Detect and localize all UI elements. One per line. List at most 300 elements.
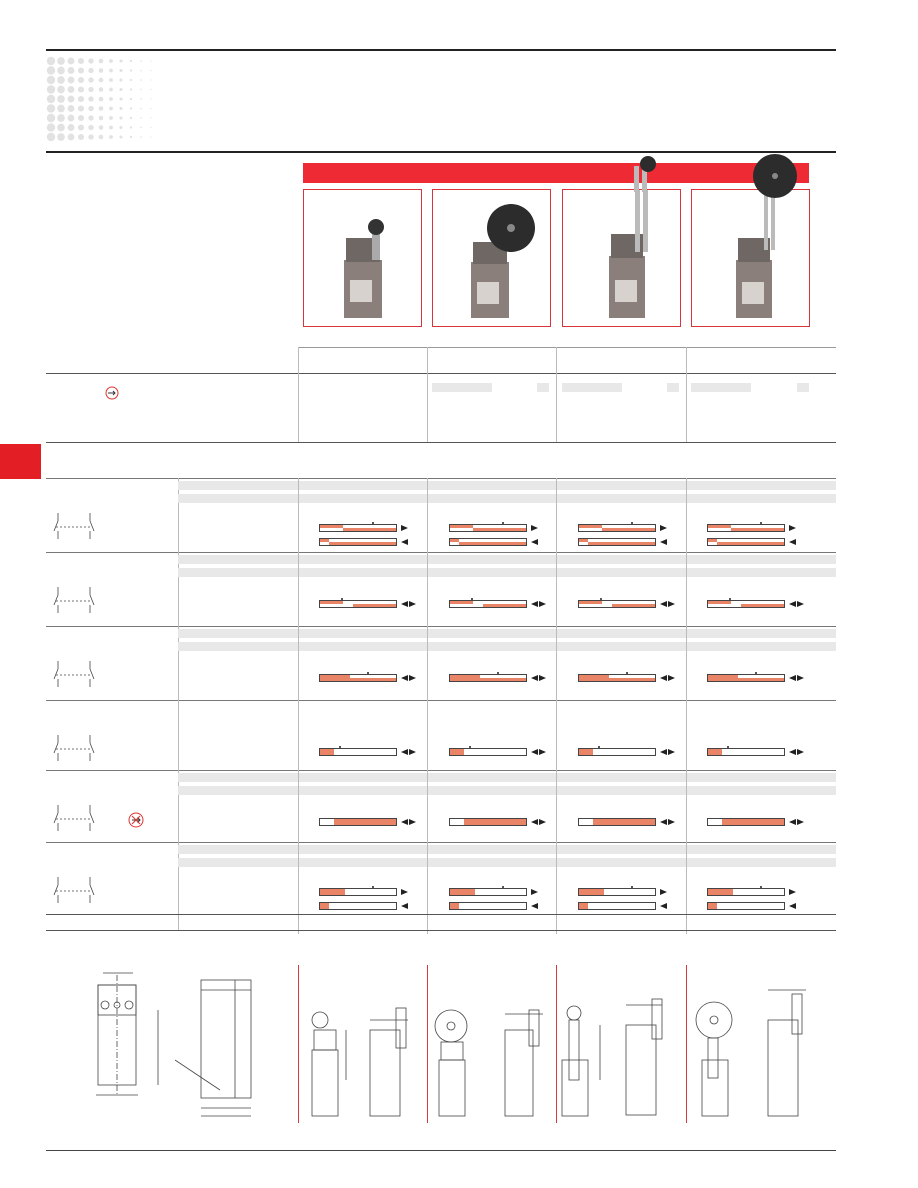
travel-bar-fill bbox=[579, 539, 588, 542]
direction-arrow-left bbox=[531, 539, 538, 545]
travel-mark bbox=[497, 672, 499, 674]
footer-rule bbox=[46, 1150, 836, 1151]
halftone-dot bbox=[140, 127, 142, 129]
row-col-divider bbox=[298, 914, 299, 934]
halftone-dot bbox=[88, 134, 93, 139]
row-col-divider bbox=[427, 770, 428, 842]
travel-bar bbox=[449, 538, 527, 546]
direction-arrow-right bbox=[660, 889, 667, 895]
spec-strip-3 bbox=[562, 383, 622, 392]
travel-mark bbox=[755, 672, 757, 674]
body-dimension-drawing-side bbox=[175, 970, 265, 1120]
halftone-dot bbox=[57, 105, 65, 113]
contact-symbol bbox=[50, 875, 100, 905]
halftone-dot bbox=[47, 104, 55, 112]
travel-bar-fill bbox=[459, 542, 526, 545]
halftone-dot bbox=[99, 87, 104, 92]
halftone-dot bbox=[130, 126, 132, 128]
product-photo-3 bbox=[562, 189, 681, 327]
halftone-dot bbox=[57, 57, 65, 65]
direction-arrow-left bbox=[789, 819, 796, 825]
travel-bar-fill bbox=[334, 819, 396, 825]
direction-arrow-right bbox=[409, 819, 416, 825]
travel-bar-fill bbox=[579, 525, 602, 528]
travel-bar-fill bbox=[450, 525, 473, 528]
halftone-dot bbox=[68, 67, 75, 74]
direction-arrow-right bbox=[401, 889, 408, 895]
halftone-dot bbox=[99, 125, 104, 130]
halftone-dot bbox=[130, 136, 132, 138]
travel-bar-fill bbox=[450, 903, 459, 909]
halftone-dot bbox=[130, 79, 132, 81]
travel-bar bbox=[707, 748, 785, 756]
halftone-dot bbox=[47, 95, 55, 103]
travel-bar-fill bbox=[596, 678, 655, 681]
halftone-dot bbox=[78, 105, 84, 111]
direction-arrow-right bbox=[539, 601, 546, 607]
halftone-dot bbox=[130, 98, 132, 100]
halftone-dot bbox=[68, 96, 75, 103]
row-col-divider bbox=[427, 478, 428, 552]
travel-bar-fill bbox=[708, 539, 717, 542]
lever-drawing-4 bbox=[688, 980, 813, 1120]
product-photo-4 bbox=[691, 189, 810, 327]
travel-bar-fill bbox=[708, 889, 733, 895]
direction-arrow-right bbox=[539, 749, 546, 755]
halftone-dot bbox=[119, 69, 122, 72]
spec-strip-4 bbox=[691, 383, 751, 392]
halftone-dot bbox=[109, 59, 113, 63]
row-col-divider bbox=[556, 770, 557, 842]
halftone-dot bbox=[47, 57, 55, 65]
col-divider-3 bbox=[556, 347, 557, 442]
product-photo-1 bbox=[303, 189, 422, 327]
halftone-dot bbox=[47, 114, 55, 122]
travel-mark bbox=[339, 746, 341, 748]
direction-arrow-left bbox=[660, 819, 667, 825]
direction-arrow-left bbox=[789, 601, 796, 607]
travel-bar bbox=[449, 902, 527, 910]
direction-arrow-left bbox=[401, 819, 408, 825]
travel-bar-fill bbox=[467, 678, 526, 681]
halftone-dot bbox=[99, 116, 104, 121]
halftone-dot bbox=[57, 133, 65, 141]
row-col-divider bbox=[686, 626, 687, 700]
halftone-dot bbox=[119, 135, 122, 138]
table-end-rule-1 bbox=[46, 914, 836, 915]
halftone-dot bbox=[78, 96, 84, 102]
row-col-divider bbox=[298, 626, 299, 700]
body-dimension-drawing-front bbox=[78, 965, 178, 1105]
halftone-dot bbox=[140, 79, 142, 81]
halftone-dot bbox=[57, 95, 65, 103]
row-col-divider bbox=[178, 914, 179, 930]
row-col-divider bbox=[298, 552, 299, 626]
halftone-dot bbox=[140, 108, 142, 110]
travel-bar-fill bbox=[588, 542, 655, 545]
travel-bar-fill bbox=[708, 601, 731, 604]
halftone-dot bbox=[140, 117, 142, 119]
direction-arrow-right bbox=[797, 749, 804, 755]
product-photo-2 bbox=[432, 189, 551, 327]
travel-bar bbox=[449, 818, 527, 826]
direction-arrow-left bbox=[789, 539, 796, 545]
row-gray-strip bbox=[178, 629, 836, 638]
travel-bar bbox=[707, 902, 785, 910]
travel-bar-fill bbox=[708, 525, 731, 528]
travel-bar-fill bbox=[708, 749, 722, 755]
row-col-divider bbox=[427, 842, 428, 914]
col-divider-1 bbox=[298, 347, 299, 442]
direction-arrow-right bbox=[531, 889, 538, 895]
row-gray-strip bbox=[178, 568, 836, 577]
travel-bar-fill bbox=[722, 819, 784, 825]
halftone-dot bbox=[130, 117, 132, 119]
travel-bar bbox=[449, 674, 527, 682]
travel-bar-fill bbox=[337, 678, 396, 681]
direction-arrow-left bbox=[401, 539, 408, 545]
product-banner bbox=[303, 163, 809, 183]
large-wheel-overhang bbox=[745, 152, 805, 202]
row-col-divider bbox=[298, 700, 299, 770]
travel-bar-fill bbox=[464, 819, 526, 825]
halftone-dot bbox=[99, 59, 104, 64]
travel-bar-fill bbox=[717, 542, 784, 545]
direction-arrow-left bbox=[660, 675, 667, 681]
spec-strip-2 bbox=[432, 383, 492, 392]
travel-bar-fill bbox=[579, 889, 604, 895]
contact-symbol bbox=[50, 733, 100, 763]
direction-arrow-left bbox=[660, 539, 667, 545]
direction-arrow-left bbox=[401, 749, 408, 755]
travel-bar bbox=[707, 538, 785, 546]
direction-arrow-right bbox=[797, 819, 804, 825]
travel-bar-fill bbox=[708, 903, 717, 909]
row-gray-strip bbox=[178, 858, 836, 867]
direction-arrow-left bbox=[660, 903, 667, 909]
lever-drawing-2 bbox=[429, 990, 554, 1120]
spec-strip-3b bbox=[667, 383, 679, 392]
spec-row-rule-3 bbox=[46, 442, 836, 443]
halftone-dot bbox=[130, 88, 132, 90]
row-col-divider bbox=[427, 700, 428, 770]
halftone-dot bbox=[88, 125, 93, 130]
travel-bar-fill bbox=[320, 601, 343, 604]
halftone-dot bbox=[78, 67, 84, 73]
halftone-dot bbox=[109, 126, 113, 130]
spec-strip-2b bbox=[537, 383, 549, 392]
direction-arrow-right bbox=[409, 601, 416, 607]
row-col-divider bbox=[556, 700, 557, 770]
halftone-dot bbox=[68, 105, 75, 112]
direction-arrow-left bbox=[531, 749, 538, 755]
travel-bar bbox=[707, 818, 785, 826]
travel-bar-fill bbox=[579, 903, 588, 909]
direction-arrow-left bbox=[789, 749, 796, 755]
row-col-divider bbox=[556, 552, 557, 626]
travel-bar bbox=[578, 538, 656, 546]
direction-arrow-left bbox=[789, 903, 796, 909]
direction-arrow-right bbox=[531, 525, 538, 531]
direction-arrow-left bbox=[660, 601, 667, 607]
halftone-dot bbox=[109, 97, 113, 101]
travel-bar bbox=[707, 524, 785, 532]
travel-mark bbox=[469, 746, 471, 748]
halftone-dot bbox=[150, 60, 151, 61]
top-rule bbox=[46, 49, 836, 51]
halftone-dot bbox=[109, 88, 113, 92]
travel-bar bbox=[578, 600, 656, 608]
travel-bar bbox=[578, 818, 656, 826]
direction-arrow-right bbox=[409, 749, 416, 755]
travel-bar-fill bbox=[320, 525, 343, 528]
halftone-dot bbox=[150, 127, 151, 128]
row-col-divider bbox=[427, 552, 428, 626]
contact-symbol bbox=[50, 659, 100, 689]
halftone-dot bbox=[150, 98, 151, 99]
lever-drawing-3 bbox=[558, 985, 683, 1120]
travel-bar-fill bbox=[343, 528, 396, 531]
table-end-rule-2 bbox=[46, 930, 836, 931]
travel-bar bbox=[319, 674, 397, 682]
travel-bar-fill bbox=[579, 601, 602, 604]
halftone-dot bbox=[47, 123, 55, 131]
travel-mark bbox=[471, 598, 473, 600]
travel-bar bbox=[319, 888, 397, 896]
halftone-dot bbox=[150, 79, 151, 80]
direction-arrow-left bbox=[531, 903, 538, 909]
drawing-divider-3 bbox=[556, 965, 557, 1123]
halftone-dot bbox=[78, 58, 84, 64]
lever-drawing-1 bbox=[300, 990, 425, 1120]
halftone-dot bbox=[140, 136, 142, 138]
halftone-dot bbox=[150, 70, 151, 71]
halftone-header-graphic bbox=[46, 56, 156, 142]
halftone-dot bbox=[88, 115, 93, 120]
travel-mark bbox=[367, 672, 369, 674]
contact-symbol bbox=[50, 803, 100, 833]
direction-arrow-right bbox=[797, 601, 804, 607]
direction-arrow-right bbox=[660, 525, 667, 531]
travel-bar bbox=[449, 748, 527, 756]
halftone-dot bbox=[99, 78, 104, 83]
travel-bar-fill bbox=[725, 678, 784, 681]
halftone-dot bbox=[68, 115, 75, 122]
direction-arrow-left bbox=[531, 601, 538, 607]
row-col-divider bbox=[686, 700, 687, 770]
halftone-dot bbox=[68, 77, 75, 84]
halftone-dot bbox=[140, 89, 142, 91]
row-col-divider bbox=[686, 842, 687, 914]
direction-arrow-right bbox=[668, 749, 675, 755]
halftone-dot bbox=[130, 69, 132, 71]
halftone-dot bbox=[150, 89, 151, 90]
travel-bar bbox=[319, 600, 397, 608]
travel-mark bbox=[341, 598, 343, 600]
direction-arrow-right bbox=[539, 819, 546, 825]
contact-row-divider bbox=[178, 700, 179, 770]
halftone-dot bbox=[109, 116, 113, 120]
travel-bar-fill bbox=[579, 749, 593, 755]
row-col-divider bbox=[556, 626, 557, 700]
halftone-dot bbox=[78, 124, 84, 130]
halftone-dot bbox=[109, 69, 113, 73]
direction-arrow-right bbox=[797, 675, 804, 681]
direction-arrow-right bbox=[789, 889, 796, 895]
travel-mark bbox=[502, 886, 504, 888]
halftone-dot bbox=[78, 115, 84, 121]
direction-arrow-right bbox=[789, 525, 796, 531]
travel-bar bbox=[578, 524, 656, 532]
travel-bar bbox=[319, 538, 397, 546]
travel-bar-fill bbox=[483, 604, 526, 607]
travel-bar bbox=[449, 524, 527, 532]
travel-bar-fill bbox=[450, 749, 464, 755]
row-col-divider bbox=[686, 914, 687, 934]
travel-bar bbox=[449, 888, 527, 896]
travel-mark bbox=[760, 522, 762, 524]
row-col-divider bbox=[556, 842, 557, 914]
halftone-dot bbox=[47, 66, 55, 74]
halftone-dot bbox=[68, 134, 75, 141]
col-divider-2 bbox=[427, 347, 428, 442]
travel-bar-fill bbox=[593, 819, 655, 825]
row-col-divider bbox=[556, 914, 557, 934]
travel-bar bbox=[707, 674, 785, 682]
travel-bar-fill bbox=[320, 903, 329, 909]
travel-bar-fill bbox=[450, 539, 459, 542]
direction-arrow-right bbox=[409, 675, 416, 681]
halftone-dot bbox=[88, 87, 93, 92]
travel-bar bbox=[319, 818, 397, 826]
travel-bar-fill bbox=[741, 604, 784, 607]
travel-mark bbox=[598, 746, 600, 748]
travel-bar-fill bbox=[602, 528, 655, 531]
contact-row-rule bbox=[46, 478, 836, 479]
halftone-dot bbox=[68, 86, 75, 93]
travel-mark bbox=[729, 598, 731, 600]
section-side-tab bbox=[0, 444, 41, 479]
travel-bar bbox=[319, 902, 397, 910]
drawing-divider-4 bbox=[686, 965, 687, 1123]
travel-mark bbox=[372, 522, 374, 524]
halftone-dot bbox=[57, 86, 65, 94]
halftone-dot bbox=[88, 77, 93, 82]
row-col-divider bbox=[686, 478, 687, 552]
halftone-dot bbox=[88, 96, 93, 101]
row-gray-strip bbox=[178, 786, 836, 795]
halftone-dot bbox=[88, 58, 93, 63]
travel-bar-fill bbox=[353, 604, 396, 607]
travel-bar-fill bbox=[320, 539, 329, 542]
halftone-dot bbox=[57, 67, 65, 75]
halftone-dot bbox=[119, 97, 122, 100]
halftone-dot bbox=[57, 114, 65, 122]
halftone-dot bbox=[78, 77, 84, 83]
row-col-divider bbox=[427, 626, 428, 700]
travel-mark bbox=[600, 598, 602, 600]
direction-arrow-left bbox=[531, 675, 538, 681]
halftone-dot bbox=[99, 135, 104, 140]
halftone-dot bbox=[57, 124, 65, 132]
halftone-dot bbox=[140, 70, 142, 72]
travel-bar bbox=[707, 600, 785, 608]
contact-symbol bbox=[50, 511, 100, 541]
halftone-dot bbox=[78, 86, 84, 92]
travel-bar bbox=[578, 902, 656, 910]
halftone-dot bbox=[150, 108, 151, 109]
direction-arrow-right bbox=[668, 819, 675, 825]
travel-bar-fill bbox=[320, 889, 345, 895]
travel-bar bbox=[319, 748, 397, 756]
travel-bar-fill bbox=[320, 749, 334, 755]
row-gray-strip bbox=[178, 845, 836, 854]
halftone-dot bbox=[130, 107, 132, 109]
travel-bar-fill bbox=[329, 542, 396, 545]
spec-strip-4b bbox=[797, 383, 809, 392]
row-col-divider bbox=[298, 770, 299, 842]
halftone-dot bbox=[68, 58, 75, 65]
halftone-dot bbox=[119, 116, 122, 119]
row-gray-strip bbox=[178, 555, 836, 564]
no-positive-opening-icon bbox=[128, 812, 144, 828]
halftone-dot bbox=[130, 60, 132, 62]
spec-row-rule-2 bbox=[46, 373, 836, 374]
halftone-dot bbox=[119, 107, 122, 110]
halftone-dot bbox=[150, 117, 151, 118]
travel-bar bbox=[319, 524, 397, 532]
halftone-dot bbox=[140, 98, 142, 100]
travel-bar-fill bbox=[473, 528, 526, 531]
positive-opening-icon bbox=[105, 386, 119, 400]
drawing-divider-2 bbox=[427, 965, 428, 1123]
row-col-divider bbox=[686, 770, 687, 842]
travel-bar-fill bbox=[731, 528, 784, 531]
travel-bar bbox=[707, 888, 785, 896]
spec-row-rule-1 bbox=[298, 347, 836, 348]
travel-mark bbox=[502, 522, 504, 524]
halftone-dot bbox=[109, 135, 113, 139]
row-col-divider bbox=[556, 478, 557, 552]
direction-arrow-left bbox=[401, 601, 408, 607]
travel-mark bbox=[760, 886, 762, 888]
halftone-dot bbox=[47, 133, 55, 141]
row-col-divider bbox=[686, 552, 687, 626]
direction-arrow-left bbox=[401, 903, 408, 909]
contact-symbol bbox=[50, 585, 100, 615]
halftone-dot bbox=[119, 78, 122, 81]
travel-bar-fill bbox=[450, 601, 473, 604]
direction-arrow-left bbox=[531, 819, 538, 825]
travel-bar-fill bbox=[612, 604, 655, 607]
drawing-divider-1 bbox=[298, 965, 299, 1123]
halftone-dot bbox=[47, 76, 55, 84]
row-col-divider bbox=[298, 842, 299, 914]
row-col-divider bbox=[427, 914, 428, 934]
halftone-dot bbox=[99, 106, 104, 111]
contact-row-rule bbox=[46, 626, 836, 627]
halftone-dot bbox=[119, 59, 122, 62]
row-col-divider bbox=[298, 478, 299, 552]
row-gray-strip bbox=[178, 481, 836, 490]
row-gray-strip bbox=[178, 494, 836, 503]
row-gray-strip bbox=[178, 773, 836, 782]
direction-arrow-left bbox=[401, 675, 408, 681]
halftone-dot bbox=[88, 106, 93, 111]
header-bottom-rule bbox=[46, 151, 836, 153]
travel-bar bbox=[578, 674, 656, 682]
direction-arrow-right bbox=[401, 525, 408, 531]
